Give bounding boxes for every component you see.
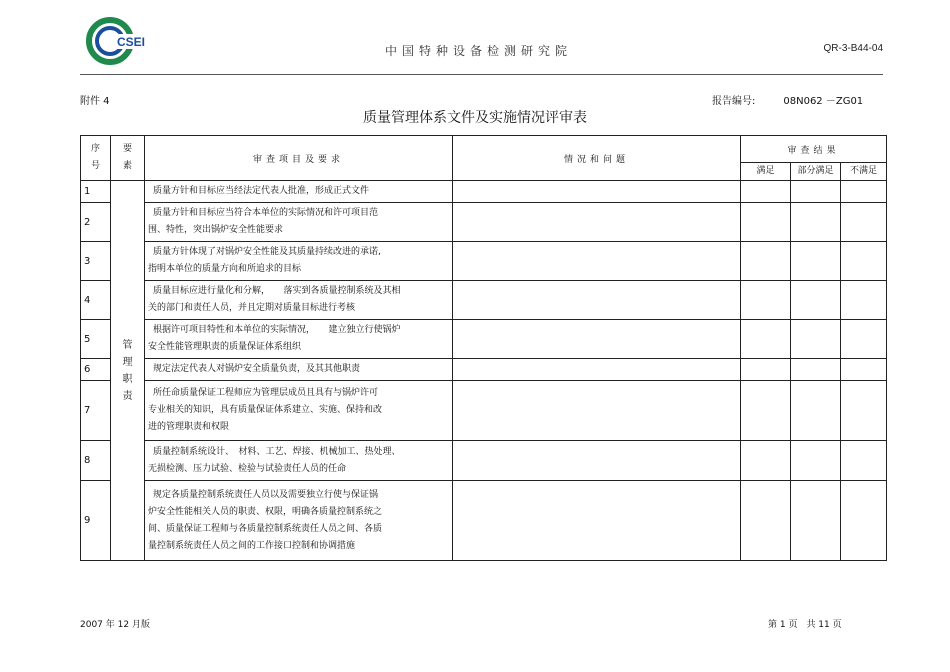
unsatisfied-cell[interactable]: [841, 203, 887, 242]
row-number: 5: [81, 320, 111, 359]
row-number: 7: [81, 381, 111, 441]
requirement-line: 质量方针体现了对锅炉安全性能及其质量持续改进的承诺,: [153, 247, 381, 257]
report-number-value: 08N062 －ZG01: [783, 96, 864, 107]
header-rule: [80, 74, 883, 75]
situation-cell[interactable]: [453, 320, 741, 359]
unsatisfied-cell[interactable]: [841, 181, 887, 203]
element-cell: [111, 181, 145, 561]
requirement-line: 质量控制系统设计、 材料、工艺、焊接、机械加工、热处理、: [153, 446, 401, 457]
header-situation: 情况和问题: [453, 136, 741, 181]
table-row: [81, 281, 887, 320]
page-number: 第 1 页 共 11 页: [768, 620, 842, 630]
unsatisfied-cell[interactable]: [841, 381, 887, 441]
partial-cell[interactable]: [791, 381, 841, 441]
satisfied-cell[interactable]: [741, 242, 791, 281]
satisfied-cell[interactable]: [741, 481, 791, 561]
requirement-line: 专业相关的知识，具有质量保证体系建立、实施、保持和改: [148, 405, 383, 415]
table-row: [81, 441, 887, 481]
situation-cell[interactable]: [453, 381, 741, 441]
partial-cell[interactable]: [791, 281, 841, 320]
partial-cell[interactable]: [791, 481, 841, 561]
satisfied-cell[interactable]: [741, 441, 791, 481]
table-row: [81, 481, 887, 561]
unsatisfied-cell[interactable]: [841, 441, 887, 481]
header-seq-text: 序 号: [90, 144, 100, 171]
svg-text:CSEI: CSEI: [117, 35, 146, 49]
table-row: [81, 181, 887, 203]
satisfied-cell[interactable]: [741, 359, 791, 381]
requirement-line: 根据许可项目特性和本单位的实际情况， 建立独立行使锅炉: [153, 325, 401, 335]
partial-cell[interactable]: [791, 242, 841, 281]
unsatisfied-cell[interactable]: [841, 242, 887, 281]
row-number: 9: [81, 481, 111, 561]
csei-logo: [86, 15, 148, 67]
satisfied-cell[interactable]: [741, 203, 791, 242]
satisfied-cell[interactable]: [741, 381, 791, 441]
requirement-line: 规定法定代表人对锅炉安全质量负责，及其其他职责: [153, 364, 361, 374]
header-satisfied: 满足: [741, 163, 791, 181]
header-result: 审查结果: [741, 136, 887, 163]
partial-cell[interactable]: [791, 320, 841, 359]
requirement-cell: [145, 481, 453, 561]
requirement-cell: [145, 320, 453, 359]
requirement-line: 围、特性，突出锅炉安全性能要求: [148, 225, 284, 235]
report-number-label: 报告编号:: [712, 96, 756, 107]
table-row: [81, 242, 887, 281]
satisfied-cell[interactable]: [741, 281, 791, 320]
unsatisfied-cell[interactable]: [841, 320, 887, 359]
requirement-cell: [145, 381, 453, 441]
header-element: [111, 136, 145, 181]
header-seq: [81, 136, 111, 181]
table-row: [81, 320, 887, 359]
requirement-line: 无损检测、压力试验、检验与试验责任人员的任命: [148, 463, 347, 474]
requirement-cell: [145, 441, 453, 481]
situation-cell[interactable]: [453, 441, 741, 481]
unsatisfied-cell[interactable]: [841, 281, 887, 320]
requirement-line: 质量方针和目标应当符合本单位的实际情况和许可项目范: [153, 208, 379, 218]
header-partial: 部分满足: [791, 163, 841, 181]
requirement-line: 质量方针和目标应当经法定代表人批准，形成正式文件: [153, 186, 370, 196]
satisfied-cell[interactable]: [741, 181, 791, 203]
header-element-text: 要 素: [122, 144, 132, 171]
attachment-label: 附件 4: [80, 96, 110, 107]
partial-cell[interactable]: [791, 203, 841, 242]
situation-cell[interactable]: [453, 203, 741, 242]
row-number: 1: [81, 181, 111, 203]
requirement-line: 安全性能管理职责的质量保证体系组织: [148, 342, 302, 352]
table-body: [81, 181, 887, 561]
header-unsatisfied: 不满足: [841, 163, 887, 181]
requirement-line: 间、质量保证工程师与各质量控制系统责任人员之间、各质: [148, 523, 383, 534]
partial-cell[interactable]: [791, 359, 841, 381]
row-number: 2: [81, 203, 111, 242]
row-number: 8: [81, 441, 111, 481]
document-number: QR-3-B44-04: [823, 43, 883, 54]
review-table: [80, 135, 887, 561]
row-number: 3: [81, 242, 111, 281]
page-title: 质量管理体系文件及实施情况评审表: [363, 110, 587, 126]
header-requirement: 审查项目及要求: [145, 136, 453, 181]
situation-cell[interactable]: [453, 181, 741, 203]
requirement-line: 炉安全性能相关人员的职责、权限，明确各质量控制系统之: [148, 506, 383, 517]
situation-cell[interactable]: [453, 359, 741, 381]
situation-cell[interactable]: [453, 281, 741, 320]
row-number: 6: [81, 359, 111, 381]
situation-cell[interactable]: [453, 481, 741, 561]
situation-cell[interactable]: [453, 242, 741, 281]
table-row: [81, 359, 887, 381]
requirement-line: 规定各质量控制系统责任人员以及需要独立行使与保证锅: [153, 489, 379, 500]
requirement-cell: [145, 359, 453, 381]
unsatisfied-cell[interactable]: [841, 359, 887, 381]
requirement-cell: [145, 181, 453, 203]
satisfied-cell[interactable]: [741, 320, 791, 359]
table-row: [81, 203, 887, 242]
requirement-cell: [145, 203, 453, 242]
institute-name: 中国特种设备检测研究院: [385, 44, 573, 58]
requirement-line: 进的管理职责和权限: [148, 422, 230, 432]
requirement-line: 指明本单位的质量方向和所追求的目标: [148, 264, 302, 274]
unsatisfied-cell[interactable]: [841, 481, 887, 561]
row-number: 4: [81, 281, 111, 320]
requirement-line: 所任命质量保证工程师应为管理层成员且具有与锅炉许可: [153, 388, 379, 398]
requirement-line: 质量目标应进行量化和分解， 落实到各质量控制系统及其相: [153, 286, 401, 296]
element-name: 管 理 职 责: [122, 339, 133, 402]
requirement-line: 关的部门和责任人员，并且定期对质量目标进行考核: [148, 303, 356, 313]
requirement-cell: [145, 242, 453, 281]
requirement-line: 量控制系统责任人员之间的工作接口控制和协调措施: [148, 540, 356, 551]
requirement-cell: [145, 281, 453, 320]
table-row: [81, 381, 887, 441]
partial-cell[interactable]: [791, 181, 841, 203]
report-number: [712, 92, 863, 107]
partial-cell[interactable]: [791, 441, 841, 481]
edition-label: 2007 年 12 月版: [80, 620, 150, 630]
